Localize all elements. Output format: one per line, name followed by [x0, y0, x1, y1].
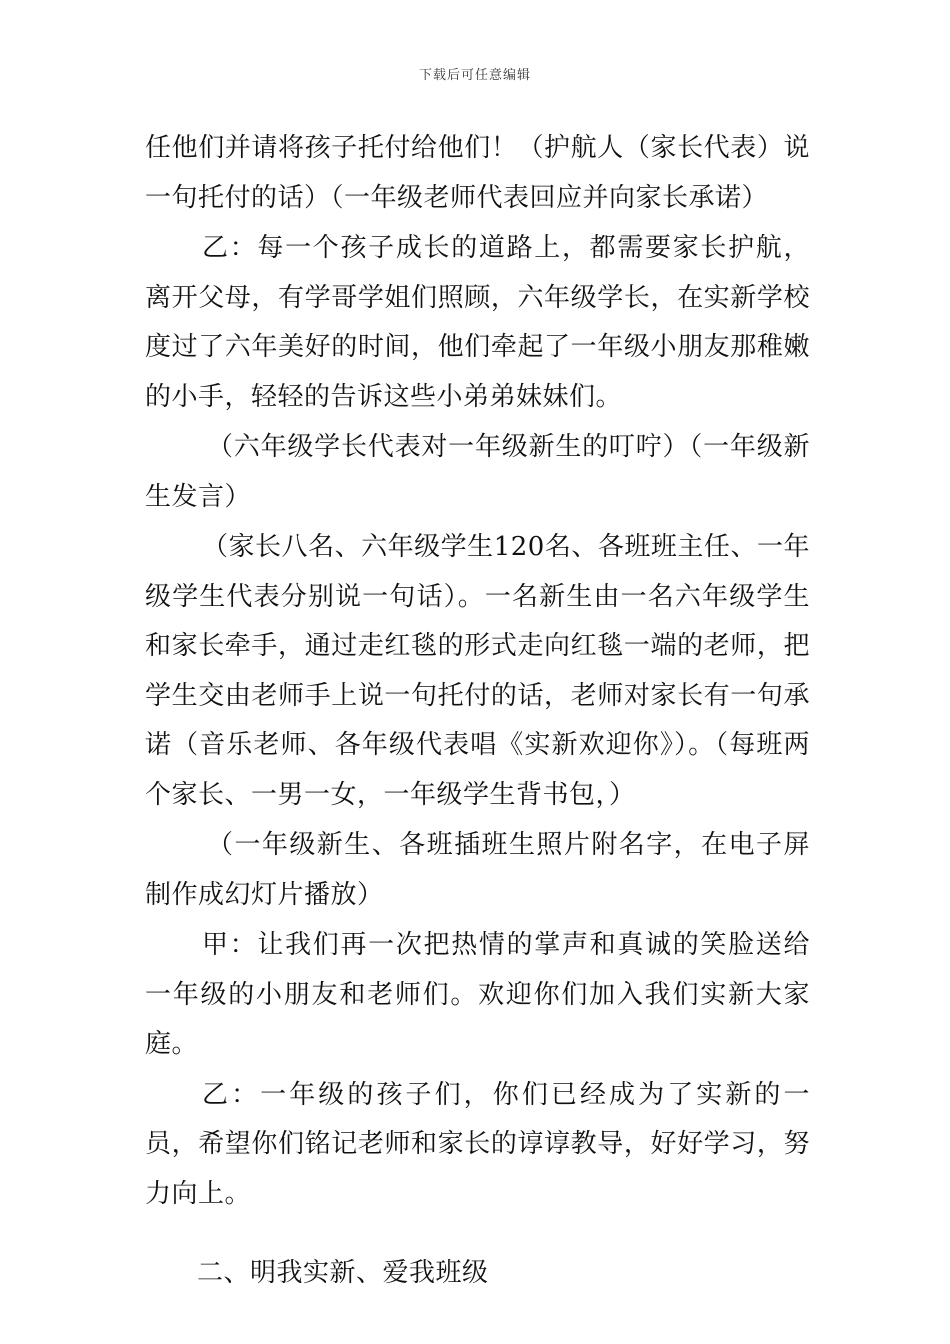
paragraph-yi-escort: 乙：每一个孩子成长的道路上，都需要家长护航，离开父母，有学哥学姐们照顾，六年级学长，在实新学校度过了六年美好的时间，他们牵起了一年级小朋友那稚嫩的小手，轻轻的告诉这些小弟弟妹妹们。 [145, 233, 810, 412]
paragraph-jia-welcome: 甲：让我们再一次把热情的掌声和真诚的笑脸送给一年级的小朋友和老师们。欢迎你们加入我们实新大家庭。 [145, 930, 810, 1059]
page-header-note: 下载后可任意编辑 [418, 68, 531, 83]
paragraph-yi-closing: 乙：一年级的孩子们，你们已经成为了实新的一员，希望你们铭记老师和家长的谆谆教导，好好学习，努力向上。 [145, 1079, 810, 1209]
document-body [145, 124, 810, 1299]
paragraph-senior-advice: （六年级学长代表对一年级新生的叮咛）（一年级新生发言） [145, 432, 810, 512]
paragraph-ceremony-details: （家长八名、六年级学生120名、各班班主任、一年级学生代表分别说一句话）。一名新生由一名六年级学生和家长牵手，通过走红毯的形式走向红毯一端的老师，把学生交由老师手上说一句托付的话，老师对家长有一句承诺（音乐老师、各年级代表唱《实新欢迎你》）。（每班两个家长、一男一女，一年级学生背书包，） [145, 532, 810, 810]
section-heading-two: 二、明我实新、爱我班级 [197, 1258, 489, 1288]
paragraph-slideshow: （一年级新生、各班插班生照片附名字，在电子屏制作成幻灯片播放） [145, 830, 810, 910]
paragraph-entrust: 任他们并请将孩子托付给他们！（护航人（家长代表）说一句托付的话）（一年级老师代表回应并向家长承诺） [145, 133, 810, 213]
